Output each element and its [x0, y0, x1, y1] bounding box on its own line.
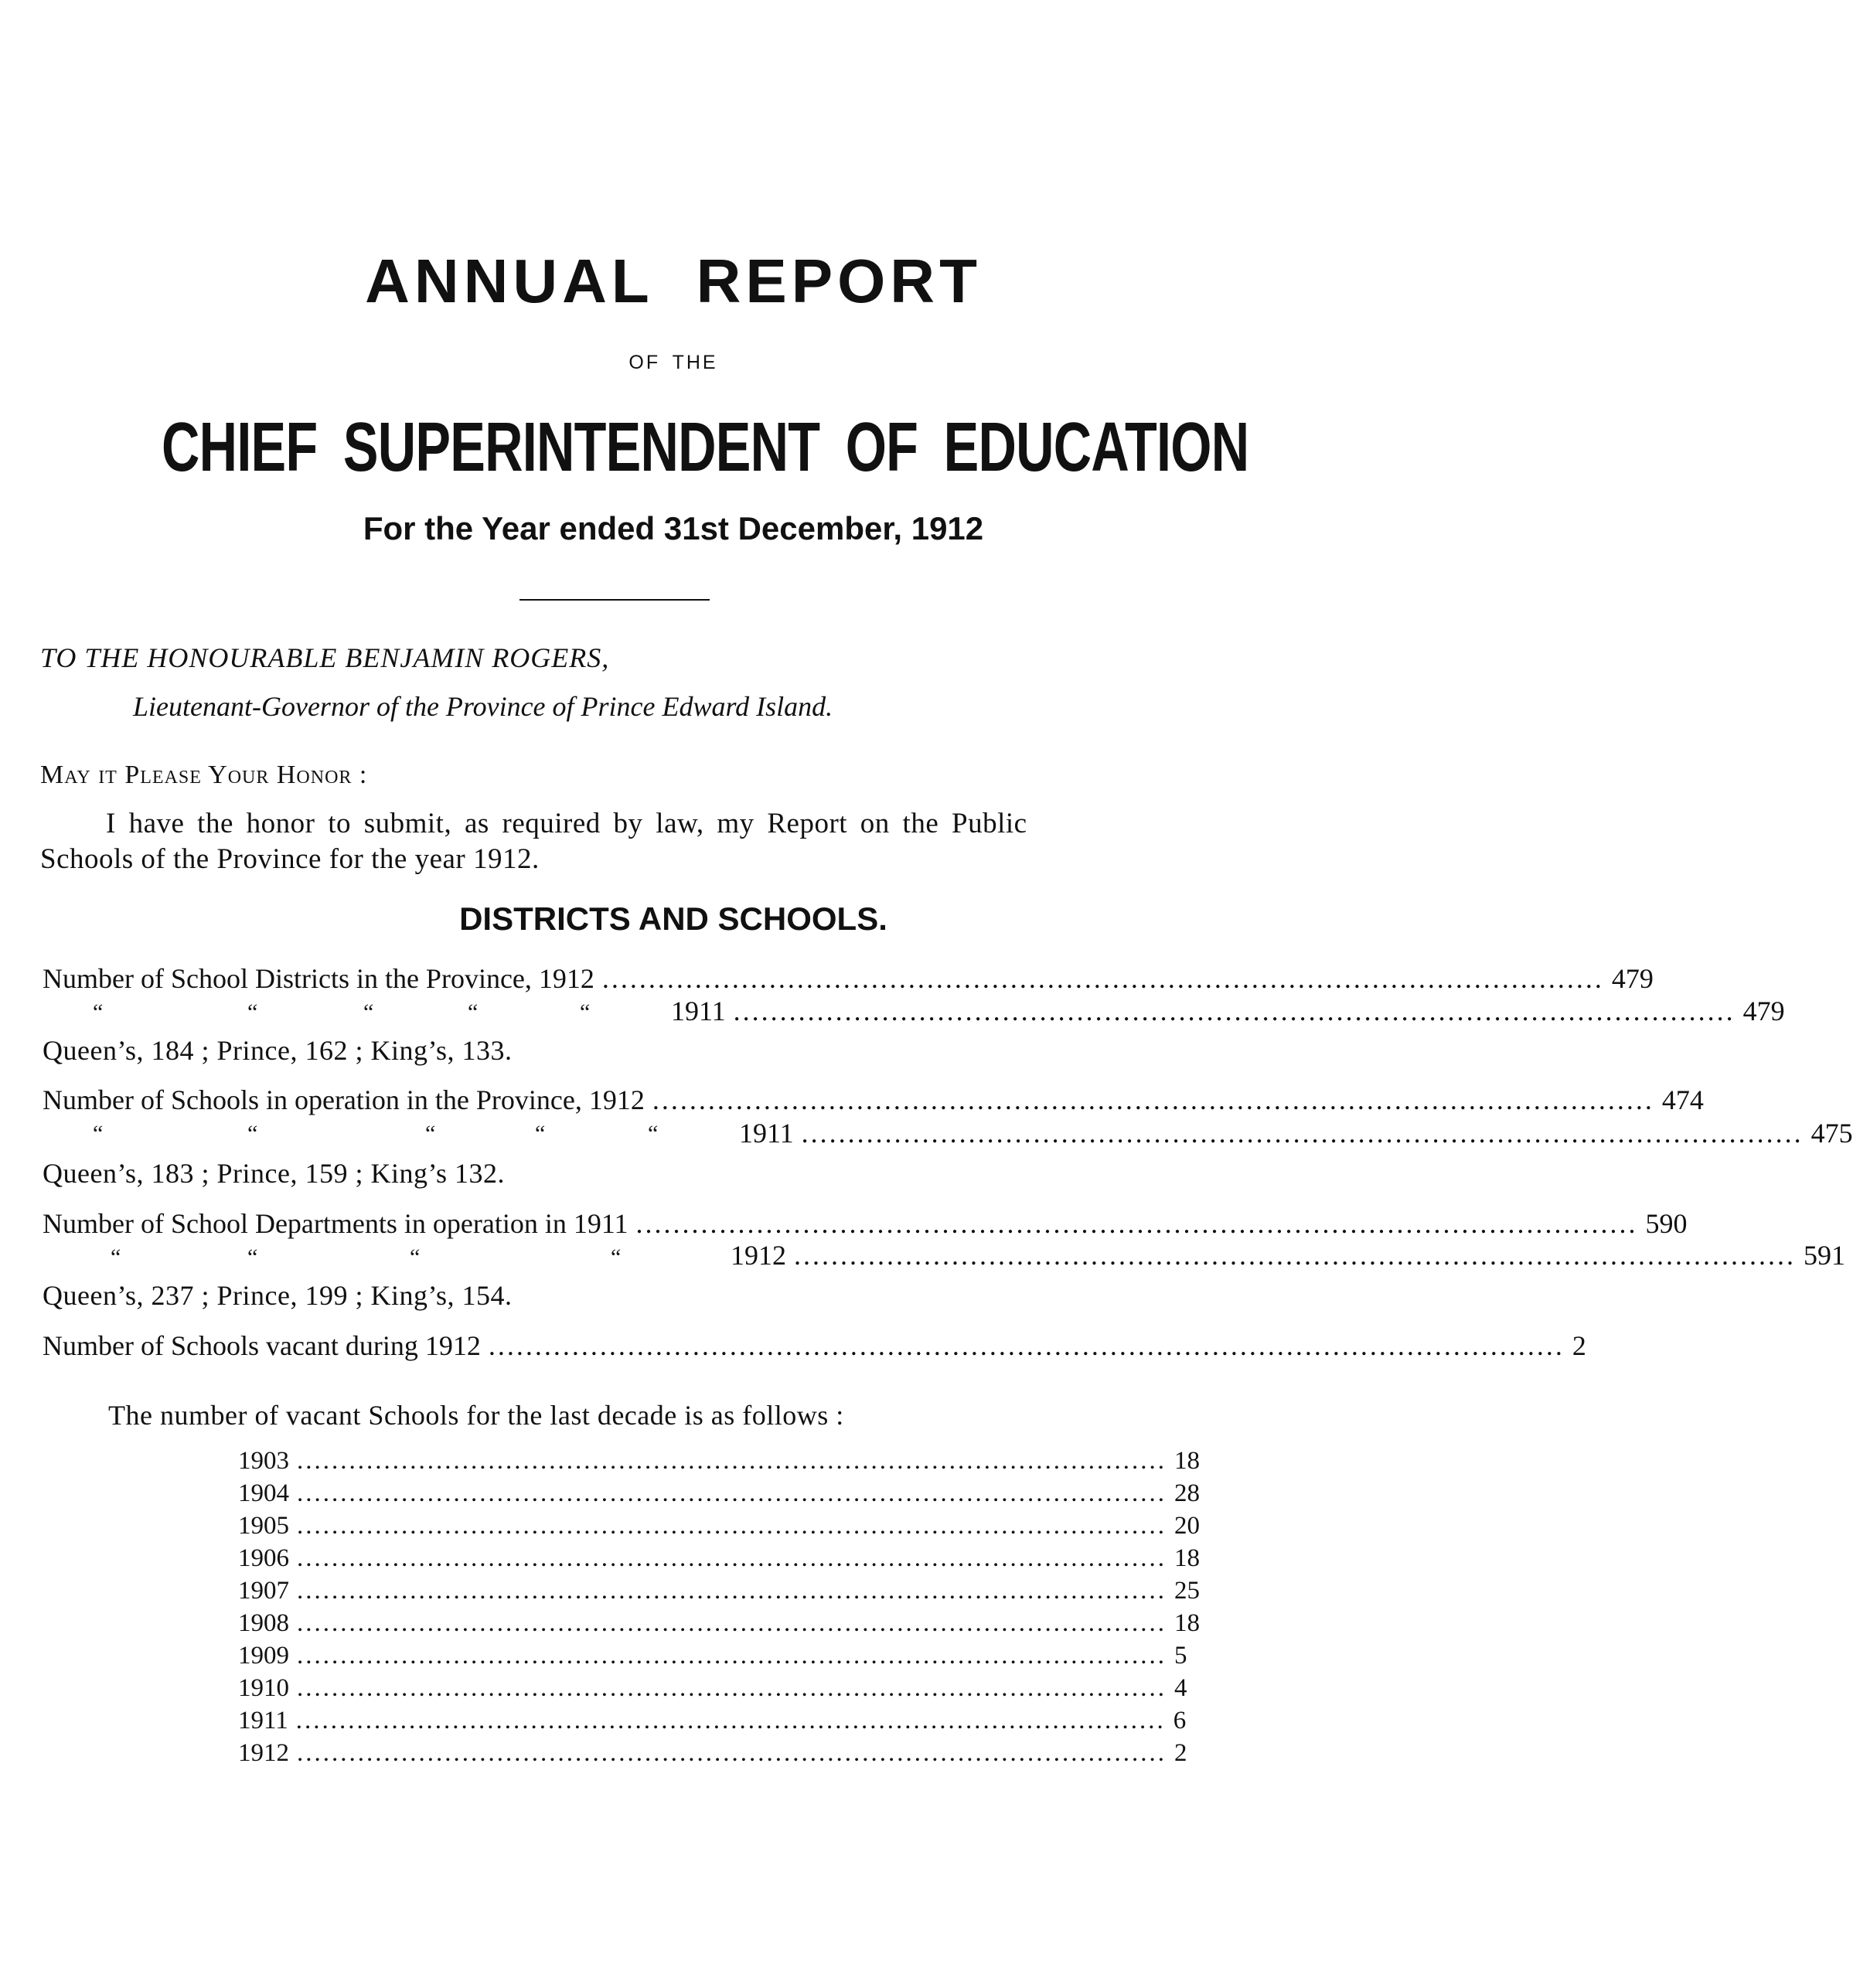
ditto-mark: “ [468, 999, 479, 1025]
dot-leader: .................................................................................................... [297, 1577, 1167, 1605]
decade-row [238, 1512, 1200, 1540]
dot-leader: .................................................................................................... [297, 1609, 1167, 1637]
ditto-mark: “ [247, 999, 258, 1025]
school-county-summary: Queen’s, 183 ; Prince, 159 ; King’s 132. [43, 1158, 505, 1189]
stat-label: Number of School Districts in the Province, 1912 [43, 963, 594, 994]
ditto-mark: “ [535, 1121, 546, 1146]
dot-leader: .................................................................................................... [297, 1544, 1167, 1572]
ditto-mark: “ [611, 1244, 622, 1270]
decade-count: 25 [1174, 1577, 1200, 1605]
decade-count: 6 [1173, 1707, 1187, 1734]
dot-leader: ............................................................................................................ [601, 963, 1604, 994]
stat-row-schools-1911 [739, 1117, 1853, 1149]
decade-intro: The number of vacant Schools for the last decade is as follows : [108, 1400, 844, 1431]
stat-value: 2 [1572, 1330, 1586, 1361]
stat-row-departments-1911 [43, 1207, 1688, 1240]
ditto-mark: “ [247, 1244, 258, 1270]
salutation: May it Please Your Honor : [40, 761, 368, 789]
decade-year: 1911 [238, 1707, 288, 1734]
decade-year: 1908 [238, 1609, 289, 1637]
dot-leader: .................................................................................................... [297, 1447, 1167, 1475]
stat-value: 479 [1742, 996, 1785, 1026]
decade-row [238, 1642, 1187, 1670]
stat-row-vacant-1912 [43, 1329, 1586, 1362]
decade-count: 18 [1174, 1609, 1200, 1637]
stat-label: Number of Schools in operation in the Province, 1912 [43, 1084, 645, 1115]
decade-count: 18 [1174, 1544, 1200, 1572]
decade-count: 20 [1174, 1512, 1200, 1540]
ditto-mark: “ [648, 1121, 659, 1146]
decade-row [238, 1479, 1200, 1508]
stat-value: 590 [1645, 1208, 1688, 1239]
report-title: ANNUAL REPORT [365, 247, 982, 315]
decade-year: 1909 [238, 1642, 289, 1670]
intro-line-1: I have the honor to submit, as required by law, my Report on the Public [106, 808, 1027, 839]
ditto-mark: “ [410, 1244, 421, 1270]
ditto-mark: “ [93, 1121, 104, 1146]
ditto-mark: “ [111, 1244, 121, 1270]
dot-leader: .................................................................................................... [297, 1674, 1167, 1702]
stat-row-departments-1912 [731, 1239, 1845, 1271]
section-heading: DISTRICTS AND SCHOOLS. [459, 900, 887, 937]
decade-year: 1906 [238, 1544, 289, 1572]
decade-year: 1912 [238, 1739, 289, 1767]
stat-year: 1911 [671, 996, 726, 1026]
decade-count: 5 [1174, 1642, 1187, 1670]
stat-year: 1911 [739, 1118, 794, 1149]
stat-value: 591 [1804, 1240, 1845, 1271]
stat-label: Number of School Departments in operation in 1911 [43, 1208, 628, 1239]
ditto-mark: “ [363, 999, 374, 1025]
dot-leader: .................................................................................................... [297, 1479, 1167, 1507]
ditto-mark: “ [93, 999, 104, 1025]
dot-leader: ............................................................................................................ [733, 996, 1735, 1026]
decade-row [238, 1674, 1187, 1703]
dot-leader: ............................................................................................................ [635, 1208, 1638, 1239]
decade-row [238, 1739, 1187, 1768]
decade-count: 2 [1174, 1739, 1187, 1767]
decade-year: 1904 [238, 1479, 289, 1507]
decade-year: 1910 [238, 1674, 289, 1702]
decade-year: 1903 [238, 1447, 289, 1475]
decade-row [238, 1577, 1200, 1605]
addressee-title: Lieutenant-Governor of the Province of Prince Edward Island. [133, 691, 833, 722]
stat-value: 479 [1611, 963, 1654, 994]
stat-value: 474 [1661, 1084, 1704, 1115]
dot-leader: .................................................................................................... [297, 1642, 1167, 1670]
stat-row-districts-1912 [43, 962, 1654, 995]
decade-row [238, 1544, 1200, 1573]
decade-year: 1905 [238, 1512, 289, 1540]
dot-leader: ............................................................................................................ [801, 1118, 1804, 1149]
intro-line-2: Schools of the Province for the year 1912. [40, 843, 540, 875]
stat-row-districts-1911 [671, 995, 1785, 1027]
dot-leader: .................................................................................................... [297, 1739, 1167, 1767]
dot-leader: ............................................................................................................ [652, 1084, 1654, 1115]
dot-leader: ............................................................................................................ [794, 1240, 1796, 1271]
ditto-mark: “ [580, 999, 591, 1025]
stat-row-schools-1912 [43, 1084, 1704, 1116]
report-of-the: OF THE [628, 352, 718, 373]
decade-count: 18 [1174, 1447, 1200, 1475]
district-county-summary: Queen’s, 184 ; Prince, 162 ; King’s, 133. [43, 1035, 513, 1066]
dot-leader: .................................................................................................................... [488, 1330, 1565, 1361]
report-year-line: For the Year ended 31st December, 1912 [363, 510, 984, 546]
dot-leader: .................................................................................................... [297, 1512, 1167, 1540]
decade-row [238, 1707, 1187, 1735]
stat-label: Number of Schools vacant during 1912 [43, 1330, 481, 1361]
addressee: TO THE HONOURABLE BENJAMIN ROGERS, [40, 642, 610, 673]
stat-year: 1912 [731, 1240, 786, 1271]
decade-row [238, 1447, 1200, 1476]
decade-count: 4 [1174, 1674, 1187, 1702]
title-divider [519, 599, 710, 601]
ditto-mark: “ [247, 1121, 258, 1146]
ditto-mark: “ [425, 1121, 436, 1146]
stat-value: 475 [1810, 1118, 1853, 1149]
report-subtitle: CHIEF SUPERINTENDENT OF EDUCATION [162, 409, 1249, 486]
department-county-summary: Queen’s, 237 ; Prince, 199 ; King’s, 154. [43, 1280, 513, 1311]
dot-leader: .................................................................................................... [295, 1707, 1166, 1734]
decade-count: 28 [1174, 1479, 1200, 1507]
decade-row [238, 1609, 1200, 1638]
decade-year: 1907 [238, 1577, 289, 1605]
